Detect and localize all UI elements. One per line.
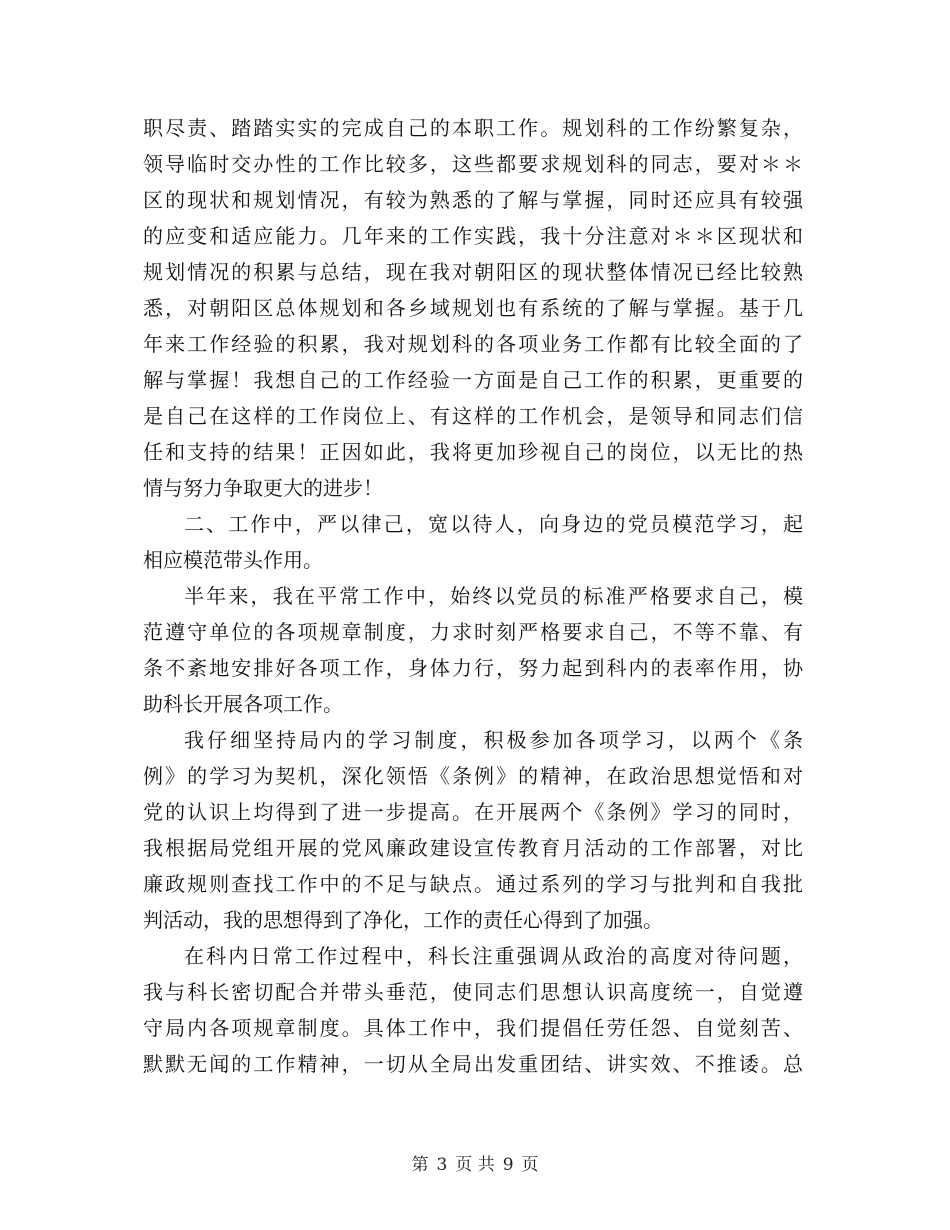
text-line: 党的认识上均得到了进一步提高。在开展两个《条例》学习的同时， (143, 800, 803, 824)
footer-suffix: 页 (521, 1155, 539, 1175)
text-line: 条不紊地安排好各项工作，身体力行，努力起到科内的表率作用，协 (143, 656, 803, 680)
text-line: 守局内各项规章制度。具体工作中，我们提倡任劳任怨、自觉刻苦、 (143, 1016, 803, 1040)
text-line: 解与掌握！我想自己的工作经验一方面是自己工作的积累，更重要的 (143, 368, 803, 392)
text-line: 助科长开展各项工作。 (143, 692, 343, 716)
text-line: 悉，对朝阳区总体规划和各乡域规划也有系统的了解与掌握。基于几 (143, 296, 803, 320)
text-line: 二、工作中，严以律己，宽以待人，向身边的党员模范学习，起 (184, 512, 803, 536)
text-line: 是自己在这样的工作岗位上、有这样的工作机会，是领导和同志们信 (143, 404, 803, 428)
text-line: 职尽责、踏踏实实的完成自己的本职工作。规划科的工作纷繁复杂， (143, 116, 803, 140)
text-line: 领导临时交办性的工作比较多，这些都要求规划科的同志，要对＊＊ (143, 152, 803, 176)
footer-prefix: 第 (411, 1155, 429, 1175)
footer-total-pages: 9 (502, 1155, 514, 1175)
text-line: 廉政规则查找工作中的不足与缺点。通过系列的学习与批判和自我批 (143, 872, 803, 896)
text-line: 相应模范带头作用。 (143, 548, 323, 572)
text-line: 我与科长密切配合并带头垂范，使同志们思想认识高度统一，自觉遵 (143, 980, 803, 1004)
text-line: 我仔细坚持局内的学习制度，积极参加各项学习，以两个《条 (184, 728, 803, 752)
text-line: 任和支持的结果！正因如此，我将更加珍视自己的岗位，以无比的热 (143, 440, 803, 464)
text-line: 我根据局党组开展的党风廉政建设宣传教育月活动的工作部署，对比 (143, 836, 803, 860)
text-line: 规划情况的积累与总结，现在我对朝阳区的现状整体情况已经比较熟 (143, 260, 803, 284)
text-line: 年来工作经验的积累，我对规划科的各项业务工作都有比较全面的了 (143, 332, 803, 356)
text-line: 的应变和适应能力。几年来的工作实践，我十分注意对＊＊区现状和 (143, 224, 803, 248)
footer-page-number: 3 (436, 1155, 448, 1175)
text-line: 情与努力争取更大的进步！ (143, 476, 383, 500)
document-body (143, 110, 803, 1082)
text-line: 判活动，我的思想得到了净化，工作的责任心得到了加强。 (143, 908, 663, 932)
text-line: 在科内日常工作过程中，科长注重强调从政治的高度对待问题， (184, 944, 803, 968)
text-line: 半年来，我在平常工作中，始终以党员的标准严格要求自己，模 (184, 584, 803, 608)
text-line: 区的现状和规划情况，有较为熟悉的了解与掌握，同时还应具有较强 (143, 188, 803, 212)
footer-middle: 页 共 (455, 1155, 495, 1175)
page-footer (0, 1150, 950, 1175)
text-line: 例》的学习为契机，深化领悟《条例》的精神，在政治思想觉悟和对 (143, 764, 803, 788)
text-line: 范遵守单位的各项规章制度，力求时刻严格要求自己，不等不靠、有 (143, 620, 803, 644)
text-line: 默默无闻的工作精神，一切从全局出发重团结、讲实效、不推诿。总 (143, 1052, 803, 1076)
